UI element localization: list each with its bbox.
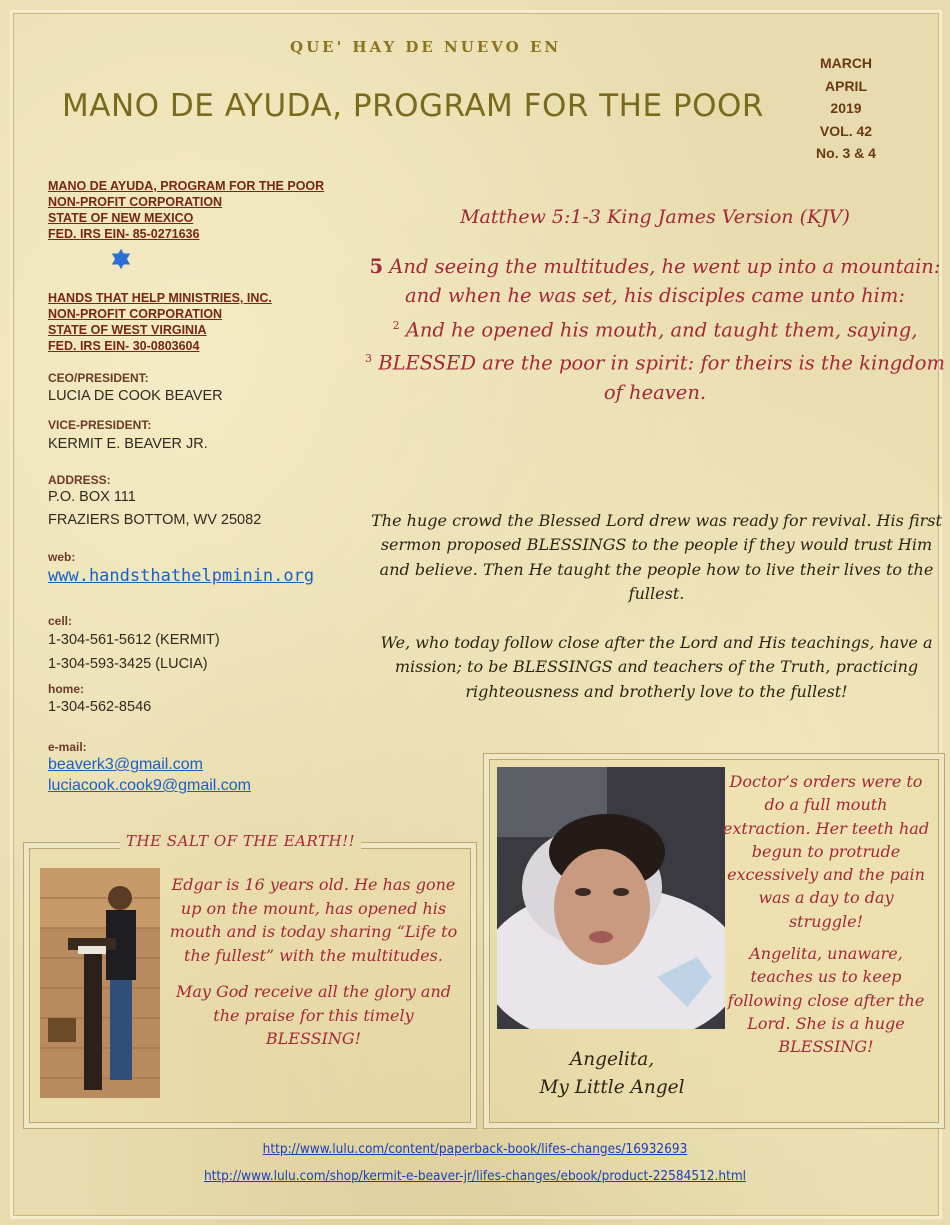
website-link[interactable]: www.handsthathelpminin.org: [48, 566, 315, 586]
address-label: ADDRESS:: [48, 473, 111, 487]
body-paragraph-2: We, who today follow close after the Lord and His teachings, have a mission; to be BLESSINGS and teachers of the Truth, practicing righteousness and brotherly love to the fullest!: [380, 633, 933, 701]
ceo-label: CEO/PRESIDENT:: [48, 371, 149, 385]
issue-month-2: APRIL: [825, 77, 867, 94]
angelita-paragraph-1: Doctor’s orders were to do a full mouth extraction. Her teeth had begun to protrude excessively and the pain was a day to day struggle!: [722, 772, 930, 931]
org1-ein: FED. IRS EIN- 85-0271636: [48, 227, 200, 241]
newsletter-title: MANO DE AYUDA, PROGRAM FOR THE POOR: [62, 88, 764, 124]
verse-1-text: And seeing the multitudes, he went up into a mountain: and when he was set, his disciples came unto him:: [383, 255, 941, 308]
email-label: e-mail:: [48, 740, 87, 754]
newsletter-tagline: QUE' HAY DE NUEVO EN: [290, 38, 562, 56]
cell-label: cell:: [48, 614, 73, 628]
salt-box-paragraph-1: Edgar is 16 years old. He has gone up on the mount, has opened his mouth and is today sharing “Life to the fullest” with the multitudes.: [169, 875, 458, 965]
verse-3-text: BLESSED are the poor in spirit: for theirs is the kingdom of heaven.: [372, 351, 945, 405]
ceo-value: LUCIA DE COOK BEAVER: [48, 388, 223, 404]
address-line-2: FRAZIERS BOTTOM, WV 25082: [48, 512, 262, 528]
scripture-verses: [365, 252, 945, 407]
vp-value: KERMIT E. BEAVER JR.: [48, 436, 208, 452]
verse-1: [365, 252, 945, 311]
verse-2-text: And he opened his mouth, and taught them, saying,: [399, 318, 918, 342]
verse-3: [365, 344, 945, 407]
issue-number: No. 3 & 4: [816, 145, 876, 161]
issue-year: 2019: [830, 100, 862, 116]
issue-info: [808, 52, 884, 165]
book-link-paperback[interactable]: http://www.lulu.com/content/paperback-book/lifes-changes/16932693: [262, 1141, 688, 1157]
issue-volume: VOL. 42: [819, 122, 873, 139]
org2-type: NON-PROFIT CORPORATION: [48, 307, 223, 321]
verse-2-number: 2: [392, 318, 400, 332]
org1-state: STATE OF NEW MEXICO: [48, 211, 194, 225]
angelita-caption-line-2: My Little Angel: [539, 1077, 685, 1098]
salt-box-paragraph-2: May God receive all the glory and the praise for this timely BLESSING!: [175, 982, 452, 1048]
angelita-caption: [497, 1046, 727, 1102]
org1-name: MANO DE AYUDA, PROGRAM FOR THE POOR: [48, 179, 325, 193]
email-link-2[interactable]: luciacook.cook9@gmail.com: [48, 777, 251, 794]
cell-phone-lucia: 1-304-593-3425 (LUCIA): [48, 656, 208, 672]
scripture-reference: Matthew 5:1-3 King James Version (KJV): [460, 206, 850, 228]
angelita-text: [722, 770, 930, 1068]
issue-month-1: MARCH: [819, 55, 873, 71]
angelita-paragraph-2: Angelita, unaware, teaches us to keep following close after the Lord. She is a huge BLESSING!: [727, 944, 925, 1057]
address-line-1: P.O. BOX 111: [48, 489, 136, 505]
org1-type: NON-PROFIT CORPORATION: [48, 195, 223, 209]
verse-2: [365, 311, 945, 345]
star-of-david-icon: [110, 248, 132, 270]
verse-1-number: 5: [369, 255, 384, 278]
salt-box-title: THE SALT OF THE EARTH!!: [120, 832, 361, 850]
org2-ein: FED. IRS EIN- 30-0803604: [48, 339, 200, 353]
vp-label: VICE-PRESIDENT:: [48, 418, 152, 432]
org-block-mano-de-ayuda: [48, 178, 324, 242]
salt-box-text: [166, 873, 461, 1064]
home-label: home:: [48, 682, 84, 696]
angelita-caption-line-1: Angelita,: [569, 1049, 655, 1070]
email-link-1[interactable]: beaverk3@gmail.com: [48, 756, 203, 773]
org2-state: STATE OF WEST VIRGINIA: [48, 323, 207, 337]
org2-name: HANDS THAT HELP MINISTRIES, INC.: [48, 291, 272, 305]
angelita-photo: [497, 767, 725, 1029]
cell-phone-kermit: 1-304-561-5612 (KERMIT): [48, 632, 220, 648]
home-phone: 1-304-562-8546: [48, 699, 152, 715]
verse-3-number: 3: [365, 352, 373, 366]
body-paragraph-1: The huge crowd the Blessed Lord drew was ready for revival. His first sermon proposed BLESSINGS to the people if they would trust Him and believe. Then He taught the people how to live their lives to the fullest.: [371, 511, 942, 603]
book-link-ebook[interactable]: http://www.lulu.com/shop/kermit-e-beaver-jr/lifes-changes/ebook/product-22584512.html: [203, 1168, 747, 1184]
edgar-photo: [40, 868, 160, 1098]
org-block-hands-that-help: [48, 290, 272, 354]
web-label: web:: [48, 550, 76, 564]
